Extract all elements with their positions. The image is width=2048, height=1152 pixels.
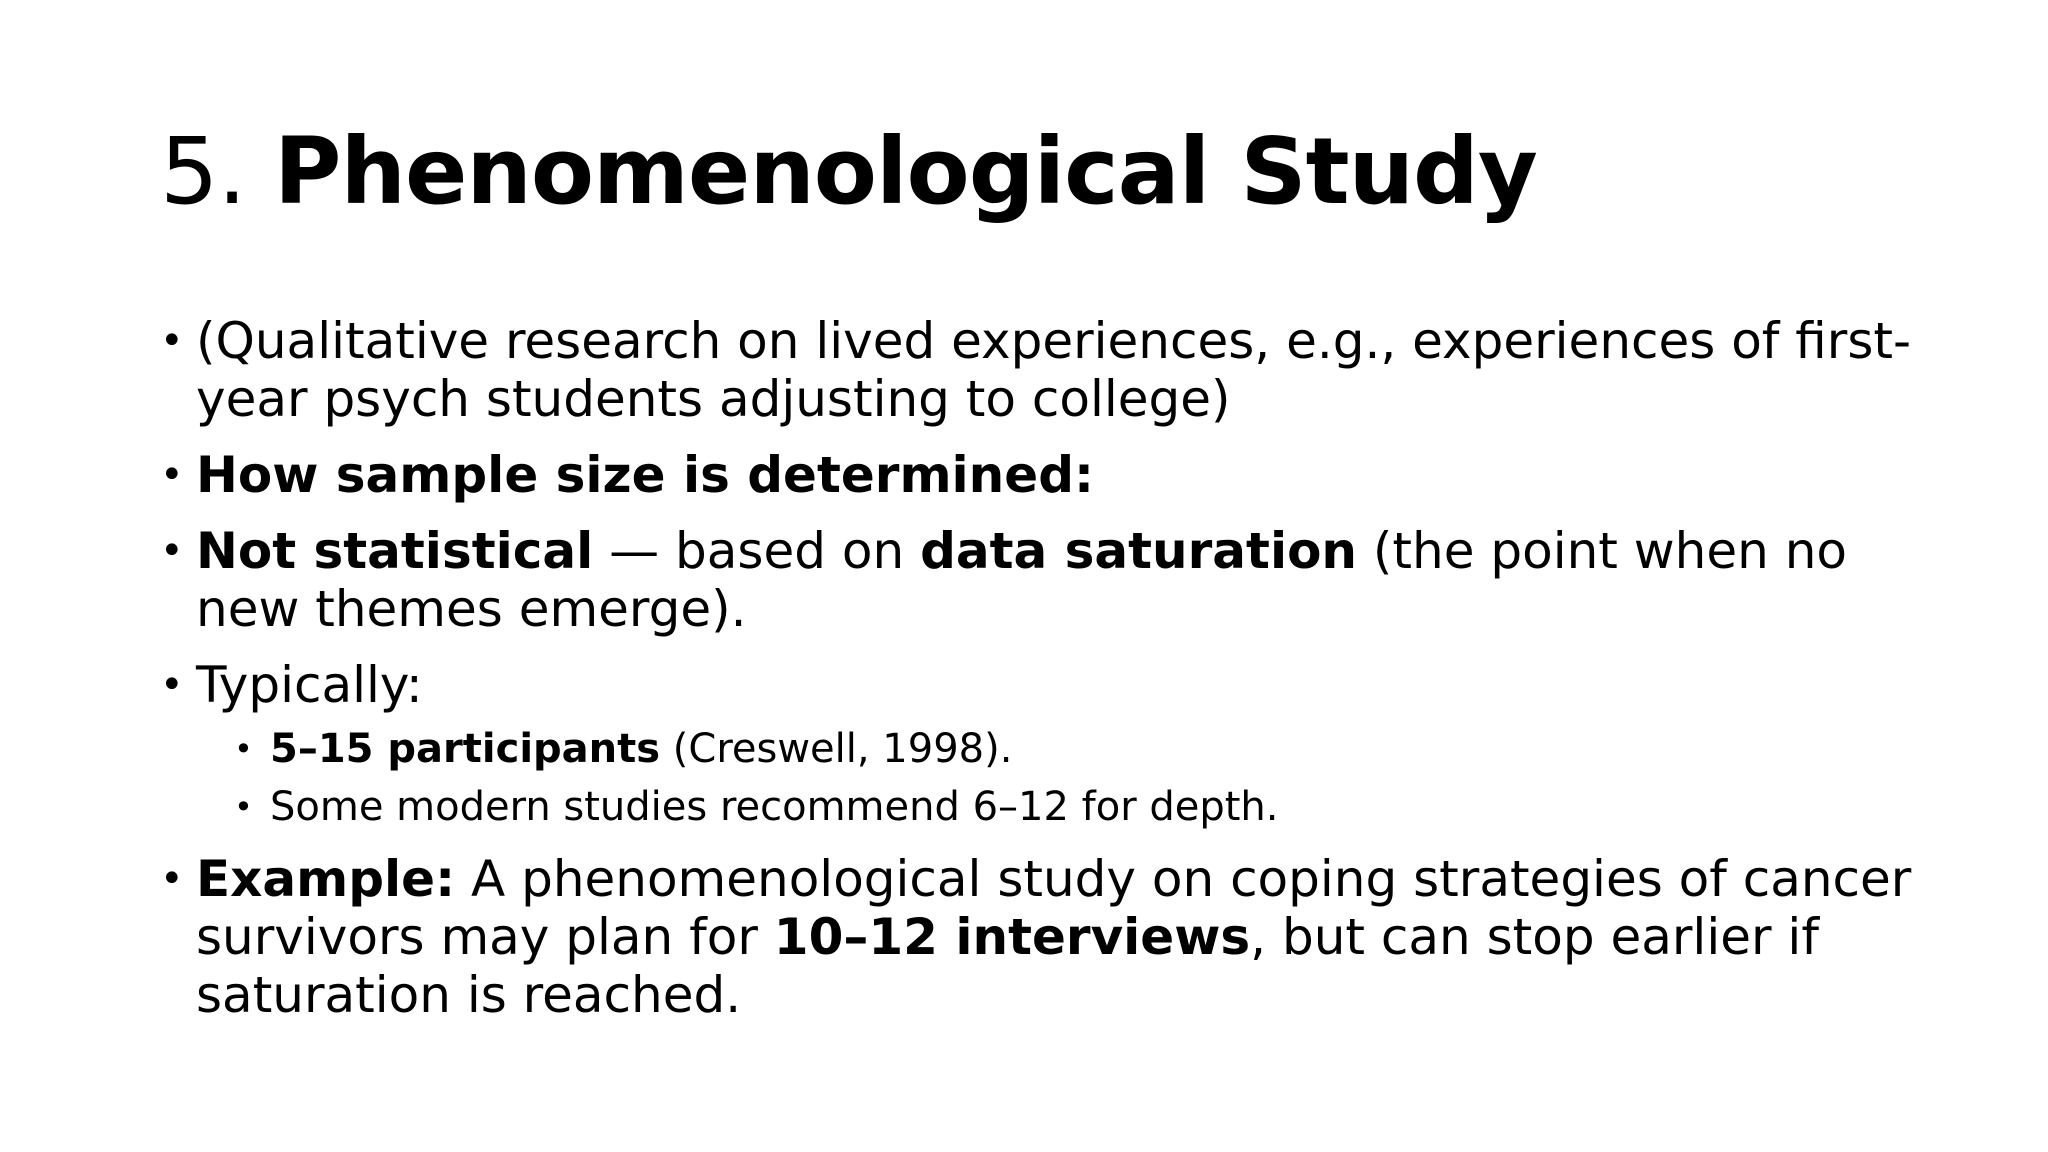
- bullet-not-statistical: [160, 522, 1920, 638]
- bullet-example-text1: A phenomenological study on coping strategies of cancer survivors may plan for: [196, 850, 1912, 966]
- sub-bullet-modern-studies-text: Some modern studies recommend 6–12 for depth.: [270, 784, 1279, 830]
- title-number: 5.: [160, 118, 246, 225]
- bullet-typically-text: Typically:: [196, 656, 423, 714]
- bullet-data-saturation-bold: data saturation: [920, 522, 1358, 580]
- bullet-sample-size: [160, 446, 1920, 504]
- bullet-not-statistical-bold: Not statistical: [196, 522, 594, 580]
- sub-bullet-participants-bold: 5–15 participants: [270, 726, 661, 772]
- bullet-sample-size-text: How sample size is determined:: [196, 446, 1094, 504]
- bullet-example-bold: Example:: [196, 850, 456, 908]
- bullet-typically: [160, 656, 1920, 714]
- title-text: Phenomenological Study: [274, 118, 1537, 225]
- sub-bullet-participants: [234, 720, 1920, 778]
- sub-bullet-participants-text: (Creswell, 1998).: [660, 726, 1013, 772]
- sub-bullet-modern-studies: [234, 778, 1920, 836]
- bullet-example: [160, 850, 1920, 1024]
- bullet-not-statistical-text2: (the point when no new themes emerge).: [196, 522, 1847, 638]
- sub-bullet-list: [160, 720, 1920, 836]
- bullet-list: [160, 312, 1920, 1042]
- slide-title: [160, 112, 1537, 232]
- bullet-example-interviews-bold: 10–12 interviews: [773, 908, 1251, 966]
- bullet-example-text2: , but can stop earlier if saturation is reached.: [196, 908, 1819, 1024]
- bullet-intro-text: (Qualitative research on lived experiences, e.g., experiences of first-year psych students adjusting to college): [196, 312, 1912, 428]
- bullet-not-statistical-text1: — based on: [593, 522, 921, 580]
- bullet-intro: [160, 312, 1920, 428]
